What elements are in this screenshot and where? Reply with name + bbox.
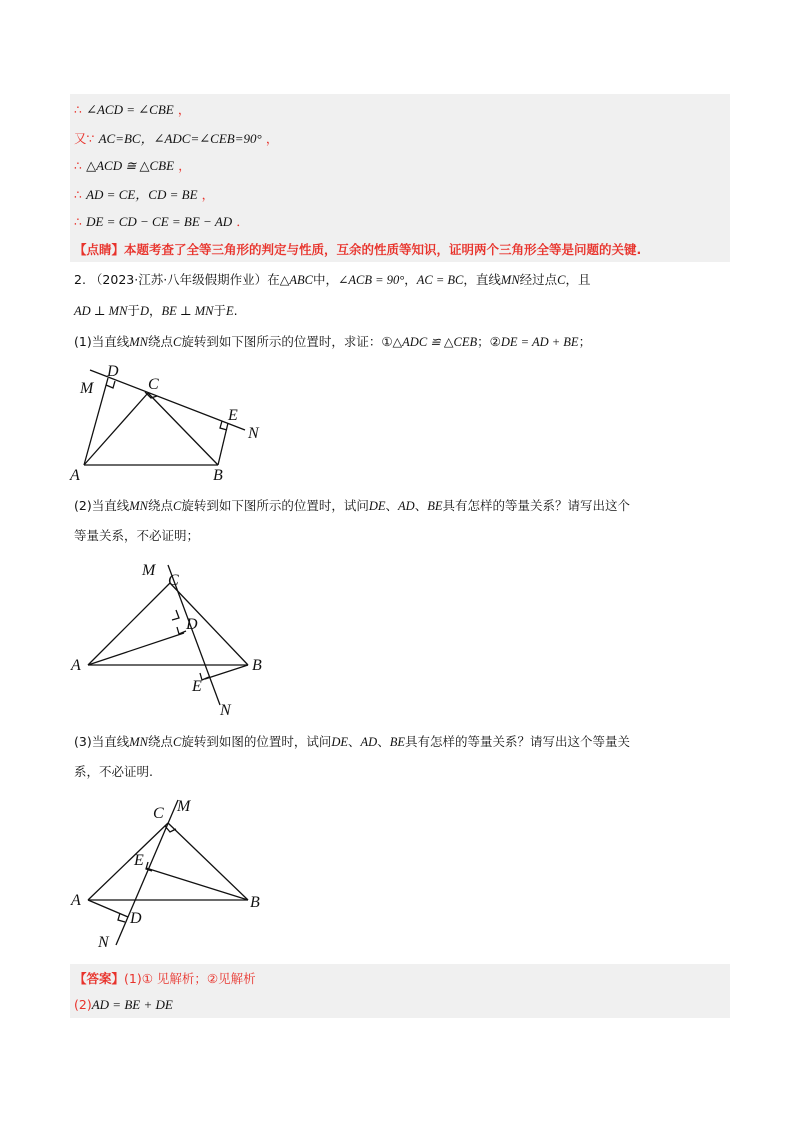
label-N: N <box>248 425 259 442</box>
problem-source: （2023·江苏·八年级假期作业） <box>89 272 268 287</box>
comment-tag: 【点睛】 <box>74 242 125 257</box>
label-M: M <box>142 562 156 579</box>
label-E: E <box>134 852 144 869</box>
part-3-text-line-2: 系，不必证明. <box>74 764 153 779</box>
part-2-text: (2)当直线MN绕点C旋转到如下图所示的位置时，试问DE、AD、BE具有怎样的等量关系？请写出这个 <box>74 498 631 513</box>
problem-stem-line-1: 2. （2023·江苏·八年级假期作业）在△ABC中，∠ACB = 90°，AC = BC，直线MN经过点C，且 <box>74 272 591 287</box>
figure-2 <box>60 555 280 720</box>
answer-line-2: (2)AD = BE + DE <box>74 997 173 1012</box>
label-A: A <box>70 467 80 484</box>
comment-text: 本题考查了全等三角形的判定与性质，互余的性质等知识，证明两个三角形全等是问题的关键. <box>124 242 642 257</box>
label-A: A <box>71 892 81 909</box>
label-D: D <box>107 363 119 380</box>
label-N: N <box>98 934 109 951</box>
solution-block <box>70 94 730 262</box>
label-E: E <box>228 407 238 424</box>
label-M: M <box>177 798 191 815</box>
label-B: B <box>252 657 262 674</box>
answer-line-1: 【答案】(1)① 见解析；②见解析 <box>74 971 256 986</box>
solution-line-1: ∴ ∠ACD = ∠CBE ， <box>74 102 191 117</box>
problem-stem-line-2: AD ⊥ MN于D，BE ⊥ MN于E. <box>74 303 238 318</box>
label-C: C <box>153 805 164 822</box>
label-A: A <box>71 657 81 674</box>
comment-line <box>74 240 641 258</box>
label-B: B <box>213 467 223 484</box>
answer-tag: 【答案】 <box>74 971 125 986</box>
solution-line-2: 又∵ AC=BC，∠ADC=∠CEB=90° ， <box>74 131 279 146</box>
figure-3 <box>60 795 280 955</box>
part-2-text-line-2: 等量关系，不必证明； <box>74 528 200 543</box>
label-C: C <box>148 376 159 393</box>
part-3-text: (3)当直线MN绕点C旋转到如图的位置时，试问DE、AD、BE具有怎样的等量关系？请写出这个等量关 <box>74 734 631 749</box>
label-D: D <box>130 910 142 927</box>
label-E: E <box>192 678 202 695</box>
label-M: M <box>80 380 94 397</box>
solution-line-4: ∴ AD = CE，CD = BE ， <box>74 187 215 202</box>
part-1-text: (1)当直线MN绕点C旋转到如下图所示的位置时，求证：①△ADC ≌ △CEB；②DE = AD + BE； <box>74 334 592 349</box>
solution-line-3: ∴ △ACD ≅ △CBE ， <box>74 158 191 173</box>
solution-line-5: ∴ DE = CD − CE = BE − AD ． <box>74 214 249 229</box>
label-D: D <box>186 616 198 633</box>
label-N: N <box>220 702 231 719</box>
label-B: B <box>250 894 260 911</box>
label-C: C <box>168 572 179 589</box>
figure-1 <box>60 360 280 485</box>
